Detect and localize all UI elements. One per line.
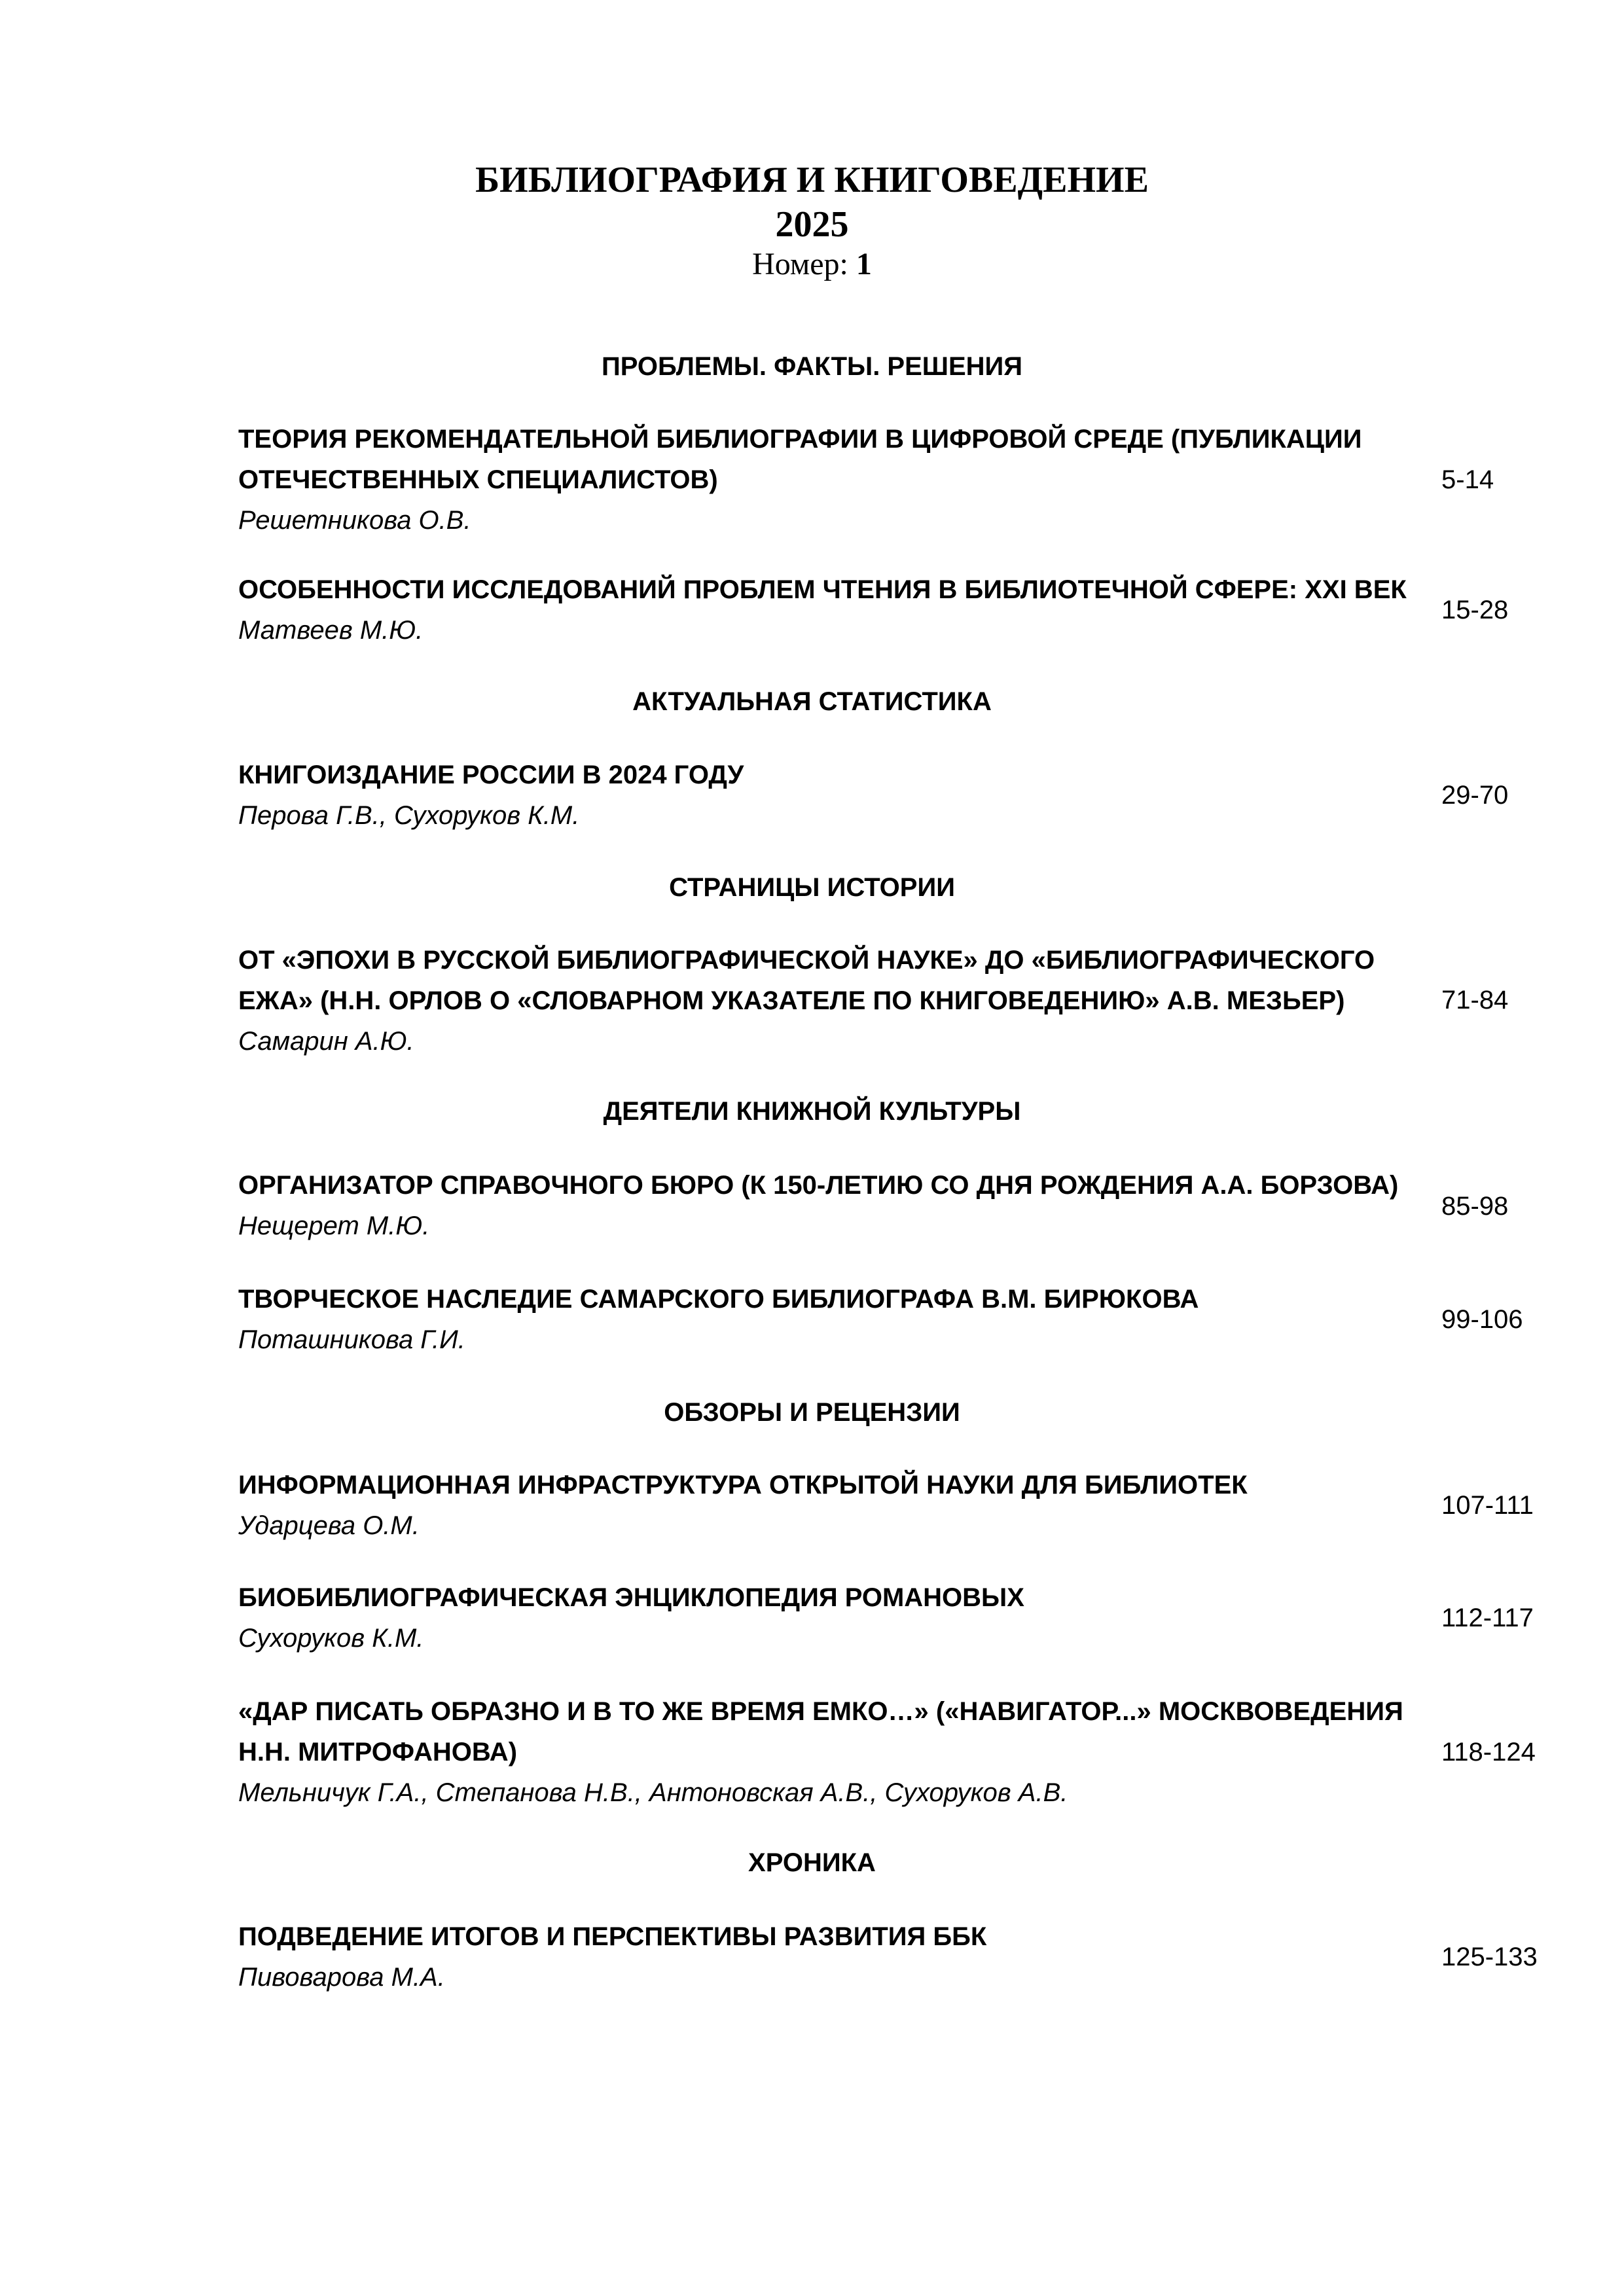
toc-entry xyxy=(238,1465,1436,1546)
section-heading: ХРОНИКА xyxy=(748,1848,876,1877)
page-range: 125-133 xyxy=(1441,1943,1538,1971)
article-title: ТВОРЧЕСКОЕ НАСЛЕДИЕ САМАРСКОГО БИБЛИОГРАФА В.М. БИРЮКОВА xyxy=(238,1285,1199,1314)
journal-year: 2025 xyxy=(775,204,849,245)
toc-entry xyxy=(238,1165,1436,1246)
page-range: 29-70 xyxy=(1441,781,1509,810)
article-authors: Самарин А.Ю. xyxy=(238,1027,414,1056)
section-heading: ПРОБЛЕМЫ. ФАКТЫ. РЕШЕНИЯ xyxy=(601,352,1023,381)
article-authors: Матвеев М.Ю. xyxy=(238,616,424,645)
article-title: ОТ «ЭПОХИ В РУССКОЙ БИБЛИОГРАФИЧЕСКОЙ НАУКЕ» ДО «БИБЛИОГРАФИЧЕСКОГО ЕЖА» (Н.Н. ОРЛОВ О «СЛОВАРНОМ УКАЗАТЕЛЕ ПО КНИГОВЕДЕНИЮ» А.В. МЕЗЬЕР) xyxy=(238,946,1375,1015)
article-authors: Перова Г.В., Сухоруков К.М. xyxy=(238,801,580,830)
journal-title: БИБЛИОГРАФИЯ И КНИГОВЕДЕНИЕ xyxy=(475,160,1149,200)
page-range: 112-117 xyxy=(1441,1604,1534,1632)
article-authors: Решетникова О.В. xyxy=(238,506,471,535)
article-authors: Поташникова Г.И. xyxy=(238,1325,465,1354)
page-range: 15-28 xyxy=(1441,596,1509,624)
article-title: ИНФОРМАЦИОННАЯ ИНФРАСТРУКТУРА ОТКРЫТОЙ НАУКИ ДЛЯ БИБЛИОТЕК xyxy=(238,1471,1248,1499)
article-authors: Пивоварова М.А. xyxy=(238,1963,445,1992)
issue-number: 1 xyxy=(856,247,872,281)
article-authors: Мельничук Г.А., Степанова Н.В., Антоновская А.В., Сухоруков А.В. xyxy=(238,1778,1068,1807)
toc-entry xyxy=(238,419,1436,541)
toc-entry xyxy=(238,940,1436,1062)
page-range: 118-124 xyxy=(1441,1738,1536,1767)
toc-entry xyxy=(238,1279,1436,1360)
toc-entry xyxy=(238,1916,1436,1998)
section-heading: ДЕЯТЕЛИ КНИЖНОЙ КУЛЬТУРЫ xyxy=(603,1097,1021,1126)
article-title: ОСОБЕННОСТИ ИССЛЕДОВАНИЙ ПРОБЛЕМ ЧТЕНИЯ В БИБЛИОТЕЧНОЙ СФЕРЕ: XXI ВЕК xyxy=(238,575,1407,604)
section-heading: АКТУАЛЬНАЯ СТАТИСТИКА xyxy=(632,687,992,716)
section-heading: СТРАНИЦЫ ИСТОРИИ xyxy=(669,873,955,902)
issue-line xyxy=(0,243,1624,285)
toc-entry xyxy=(238,1577,1436,1659)
article-title: ОРГАНИЗАТОР СПРАВОЧНОГО БЮРО (К 150-ЛЕТИЮ СО ДНЯ РОЖДЕНИЯ А.А. БОРЗОВА) xyxy=(238,1171,1399,1200)
page-range: 107-111 xyxy=(1441,1491,1534,1520)
article-title: «ДАР ПИСАТЬ ОБРАЗНО И В ТО ЖЕ ВРЕМЯ ЕМКО…» («НАВИГАТОР...» МОСКВОВЕДЕНИЯ Н.Н. МИТРОФАНОВА) xyxy=(238,1697,1403,1767)
section-heading: ОБЗОРЫ И РЕЦЕНЗИИ xyxy=(664,1398,960,1427)
article-title: БИОБИБЛИОГРАФИЧЕСКАЯ ЭНЦИКЛОПЕДИЯ РОМАНОВЫХ xyxy=(238,1583,1024,1612)
page-range: 71-84 xyxy=(1441,986,1509,1014)
page-range: 85-98 xyxy=(1441,1192,1509,1221)
toc-entry xyxy=(238,755,1436,836)
article-authors: Сухоруков К.М. xyxy=(238,1624,424,1653)
article-title: ТЕОРИЯ РЕКОМЕНДАТЕЛЬНОЙ БИБЛИОГРАФИИ В ЦИФРОВОЙ СРЕДЕ (ПУБЛИКАЦИИ ОТЕЧЕСТВЕННЫХ СПЕЦИАЛИСТОВ) xyxy=(238,425,1362,494)
article-title: КНИГОИЗДАНИЕ РОССИИ В 2024 ГОДУ xyxy=(238,761,744,789)
toc-entry xyxy=(238,1691,1436,1813)
article-title: ПОДВЕДЕНИЕ ИТОГОВ И ПЕРСПЕКТИВЫ РАЗВИТИЯ ББК xyxy=(238,1922,987,1951)
toc-entry xyxy=(238,569,1436,651)
page-range: 5-14 xyxy=(1441,465,1494,494)
page-range: 99-106 xyxy=(1441,1305,1523,1334)
issue-label: Номер: xyxy=(752,247,848,281)
article-authors: Ударцева О.М. xyxy=(238,1511,420,1540)
article-authors: Нещерет М.Ю. xyxy=(238,1211,430,1240)
